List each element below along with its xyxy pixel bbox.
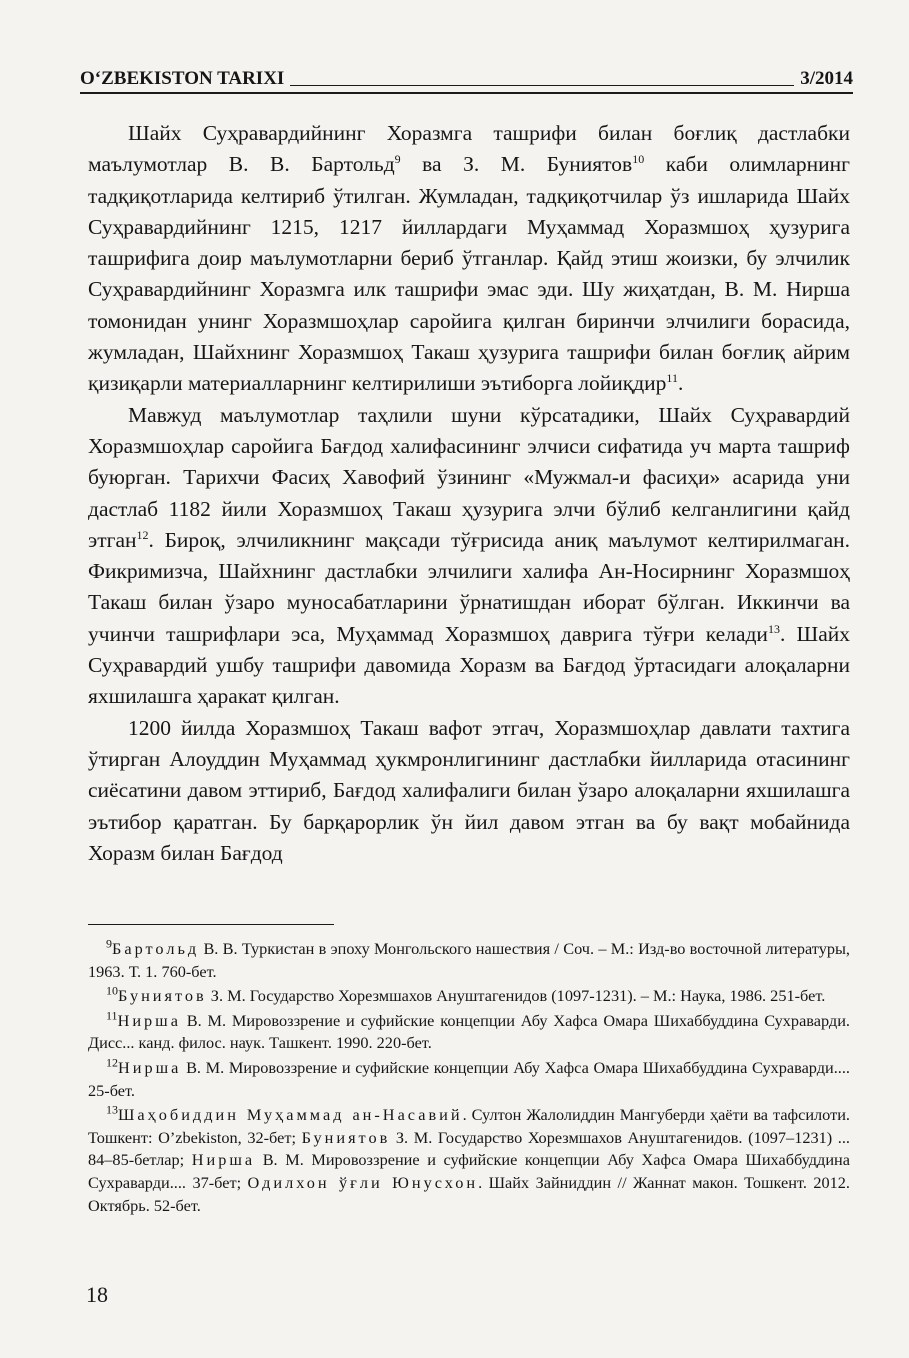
footnote-ref-12: 12 — [136, 527, 149, 542]
footnote-10 — [88, 985, 850, 1008]
footnote-author: Буниятов — [301, 1127, 391, 1147]
page-number: 18 — [86, 1282, 108, 1307]
footnote-text: З. М. Государство Хорезмшахов Ануштагенидов (1097-1231). – М.: Наука, 1986. 251-бет. — [206, 986, 826, 1006]
footnote-13 — [88, 1104, 850, 1217]
footnote-ref-11: 11 — [666, 371, 678, 386]
text-run: Шайх Суҳравардийнинг Хоразмга ташрифи билан боғлиқ дастлабки маълумотлар В. В. Бартольд — [88, 121, 850, 177]
footnote-text: . Султон Жалолиддин Мангуберди ҳаёти ва тафсилоти. Тошкент: O’zbekiston, 32-бет; — [88, 1105, 850, 1147]
journal-title: O‘ZBEKISTON TARIXI — [80, 68, 285, 89]
issue-number: 3/2014 — [800, 68, 853, 89]
header-rule — [290, 85, 794, 86]
footnote-ref-13: 13 — [767, 621, 780, 636]
footnote-number: 9 — [106, 936, 112, 951]
footnote-author: Нирша — [191, 1150, 256, 1170]
paragraph-3 — [88, 713, 850, 869]
footnote-separator — [88, 924, 334, 925]
text-run: Мавжуд маълумотлар таҳлили шуни кўрсатадики, Шайх Суҳравардий Хоразмшоҳлар саройига Бағдод халифасининг элчиси сифатида уч марта ташриф буюрган. Тарихчи Фасиҳ Хавофий ўзининг «Мужмал-и фасиҳи» асарида уни дастлаб 1182 йили Хоразмшоҳ Такаш ҳузурига элчи бўлиб келганлигини қайд этган — [88, 402, 850, 552]
footnote-text: З. М. Государство Хорезмшахов Ануштагенидов. (1097–1231) ... 84–85-бетлар; — [88, 1127, 850, 1170]
text-run: каби олимларнинг тадқиқотларида келтириб ўтилган. Жумладан, тадқиқотчилар ўз ишларида Шайх Суҳравардийнинг 1215, 1217 йиллардаги Муҳаммад Хоразмшоҳ ҳузурига ташрифига доир маълумотларни бериб ўтганлар. Қайд этиш жоизки, бу элчилик Суҳравардийнинг Хоразмга илк ташрифи эмас эди. Шу жиҳатдан, В. М. Нирша томонидан унинг Хоразмшоҳлар саройига қилган биринчи элчилиги борасида, жумладан, Шайхнинг Хоразмшоҳ Такаш ҳузурига ташрифи билан боғлиқ айрим қизиқарли материалларнинг келтирилиши эътиборга лойиқдир — [88, 152, 850, 396]
footnote-text: В. М. Мировоззрение и суфийские концепции Абу Хафса Омара Шихаббуддина Сухраварди. Дисс... канд. филос. наук. Ташкент. 1990. 220-бет. — [88, 1010, 850, 1053]
footnote-number: 10 — [106, 983, 118, 998]
paragraph-1 — [88, 118, 850, 400]
text-run: 1200 йилда Хоразмшоҳ Такаш вафот этгач, Хоразмшоҳлар давлати тахтига ўтирган Алоуддин Муҳаммад ҳукмронлигининг дастлабки йилларида отасининг сиёсатини давом эттириб, Бағдод халифалиги билан ўзаро алоқаларни яхшилашга эътибор қаратган. Бу барқарорлик ўн йил давом этган ва бу вақт мобайнида Хоразм билан Бағдод — [88, 715, 850, 865]
footnote-ref-10: 10 — [632, 152, 645, 167]
footnote-11 — [88, 1010, 850, 1055]
footnote-author: Буниятов — [118, 986, 207, 1006]
footnote-text: В. М. Мировоззрение и суфийские концепции Абу Хафса Омара Шихаббуддина Сухраварди.... 37-бет; — [88, 1150, 850, 1192]
footnote-text: В. М. Мировоззрение и суфийские концепции Абу Хафса Омара Шихаббуддина Сухраварди.... 25-бет. — [88, 1057, 850, 1100]
footnote-text: В. В. Туркистан в эпоху Монгольского нашествия / Соч. – М.: Изд-во восточной литературы, 1963. Т. 1. 760-бет. — [88, 939, 850, 981]
article-body — [88, 118, 850, 869]
footnote-number: 11 — [106, 1008, 118, 1023]
footnote-text: . Шайх Зайниддин // Жаннат макон. Тошкент. 2012. Октябрь. 52-бет. — [88, 1172, 850, 1215]
footnote-author: Бартольд — [112, 939, 200, 958]
running-header — [80, 64, 853, 94]
footnote-author: Шаҳобиддин Муҳаммад ан-Насавий — [118, 1105, 463, 1125]
paragraph-2 — [88, 400, 850, 713]
footnote-12 — [88, 1057, 850, 1102]
footnotes — [88, 938, 850, 1219]
footnote-author: Нирша — [118, 1057, 182, 1077]
footnote-author: Нирша — [117, 1010, 181, 1030]
footnote-author: Одилхон ўғли Юнусхон — [247, 1172, 479, 1192]
footnote-number: 12 — [106, 1055, 118, 1070]
footnote-number: 13 — [106, 1102, 118, 1117]
text-run: . — [677, 371, 684, 396]
text-run: . Бироқ, элчиликнинг мақсади тўғрисида аниқ маълумот келтирилмаган. Фикримизча, Шайхнинг дастлабки элчилиги халифа Ан-Носирнинг Хоразмшоҳ Такаш билан ўзаро муносабатларини ўрнатишдан иборат бўлган. Иккинчи ва учинчи ташрифлари эса, Муҳаммад Хоразмшоҳ даврига тўғри келади — [88, 527, 850, 646]
footnote-9 — [88, 938, 850, 983]
footnote-ref-9: 9 — [394, 152, 401, 167]
text-run: . Шайх Суҳравардий ушбу ташрифи давомида Хоразм ва Бағдод ўртасидаги алоқаларни яхшилашга ҳаракат қилган. — [88, 621, 850, 709]
text-run: ва З. М. Буниятов — [400, 152, 633, 177]
